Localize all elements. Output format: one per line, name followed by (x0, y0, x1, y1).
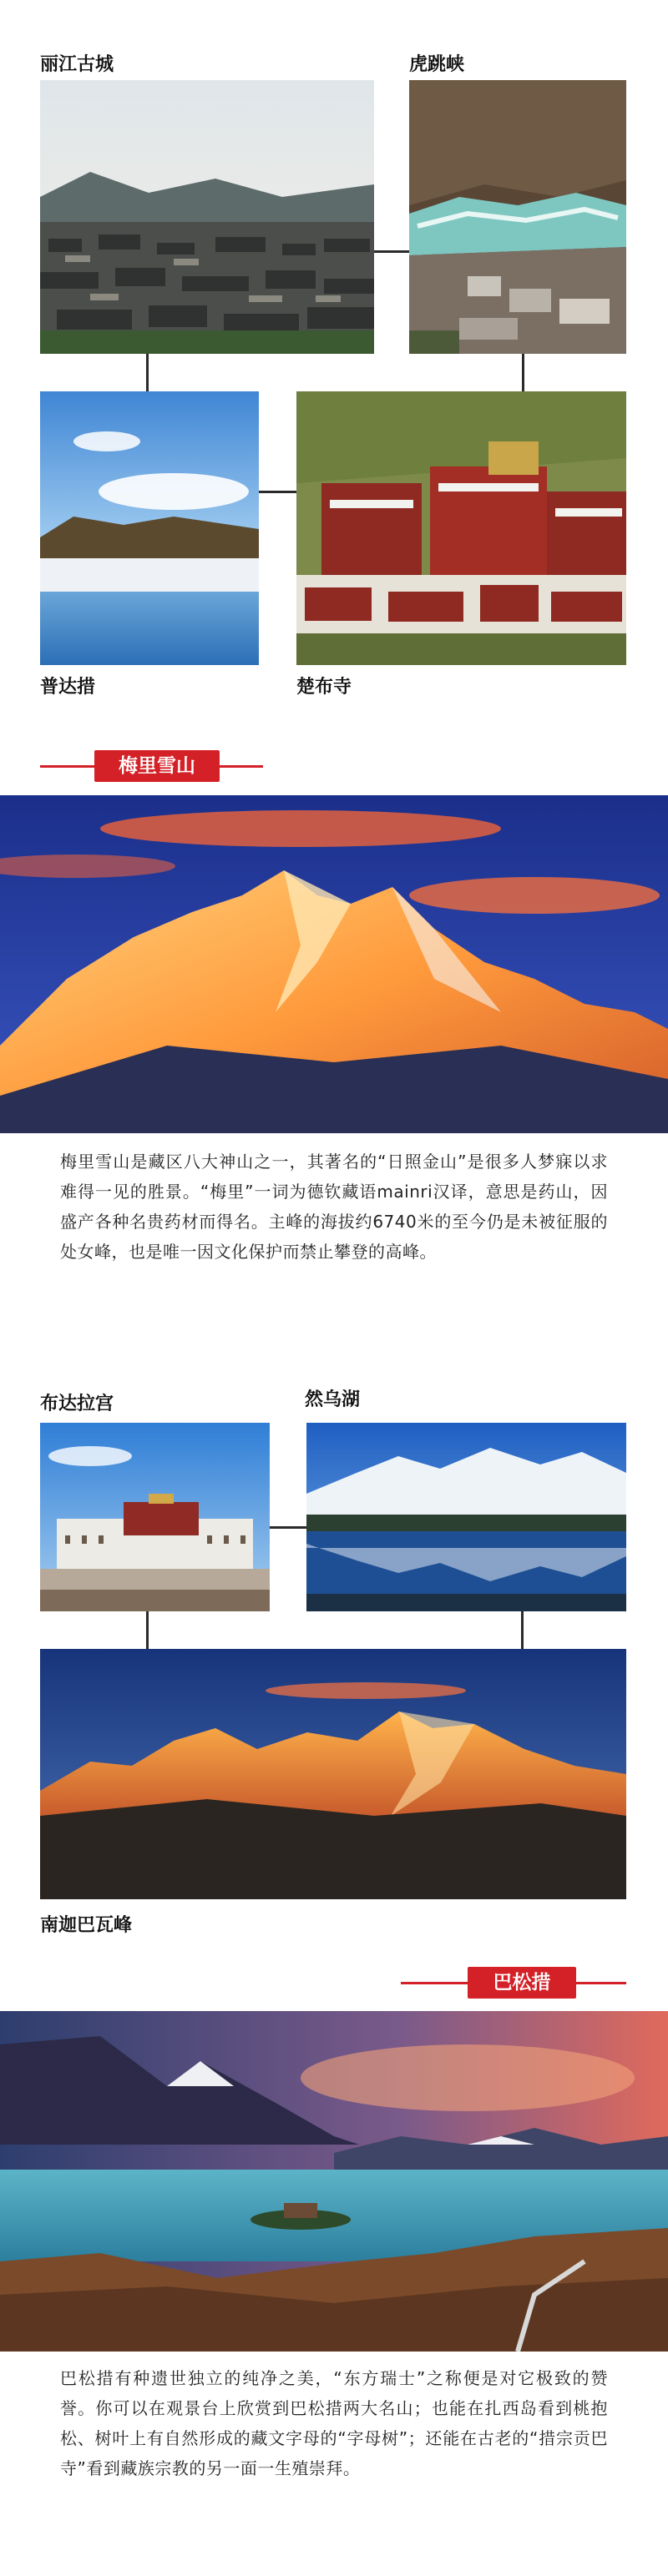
label-hutiaoxia: 虎跳峡 (409, 54, 465, 75)
photo-pudacuo (40, 391, 259, 665)
photo-ranwu-lake (306, 1423, 626, 1611)
meili-line-right (220, 765, 263, 768)
meili-badge: 梅里雪山 (94, 750, 220, 782)
connector-lijiang-hutiaoxia (374, 250, 409, 253)
basongcuo-badge: 巴松措 (468, 1967, 576, 1999)
photo-namcha-barwa (40, 1649, 626, 1899)
label-namcha-barwa: 南迦巴瓦峰 (40, 1915, 133, 1936)
photo-hutiaoxia (409, 80, 626, 354)
photo-basongcuo-lake (0, 2011, 668, 2352)
connector-pudacuo-chubusi (259, 491, 296, 493)
connector-potala-ranwu (270, 1526, 306, 1529)
meili-description: 梅里雪山是藏区八大神山之一，其著名的“日照金山”是很多人梦寐以求难得一见的胜景。“梅里”一词为德钦藏语mainri汉译，意思是药山，因盛产各种名贵药材而得名。主峰的海拔约6740米的至今仍是未被征服的处女峰，也是唯一因文化保护而禁止攀登的高峰。 (60, 1152, 608, 1262)
label-ranwu: 然乌湖 (305, 1389, 361, 1410)
photo-lijiang-old-town (40, 80, 374, 354)
basongcuo-line-right (576, 1982, 626, 1984)
meili-line-left (40, 765, 94, 768)
connector-potala-namcha (146, 1611, 149, 1649)
basongcuo-description: 巴松措有种遗世独立的纯净之美，“东方瑞士”之称便是对它极致的赞誉。你可以在观景台上欣赏到巴松措两大名山；也能在扎西岛看到桃抱松、树叶上有自然形成的藏文字母的“字母树”；还能在古老的“措宗贡巴寺”看到藏族宗教的另一面一生殖崇拜。 (60, 2368, 608, 2478)
photo-potala-palace (40, 1423, 270, 1611)
connector-lijiang-pudacuo (146, 354, 149, 391)
basongcuo-line-left (401, 1982, 468, 1984)
label-lijiang: 丽江古城 (40, 54, 114, 75)
label-pudacuo: 普达措 (40, 677, 96, 698)
label-potala: 布达拉宫 (40, 1394, 114, 1414)
connector-hutiaoxia-chubusi (522, 354, 524, 391)
label-chubusi: 楚布寺 (296, 677, 352, 698)
connector-ranwu-namcha (521, 1611, 524, 1649)
photo-meili-snow-mountain (0, 795, 668, 1133)
photo-chubusi (296, 391, 626, 665)
